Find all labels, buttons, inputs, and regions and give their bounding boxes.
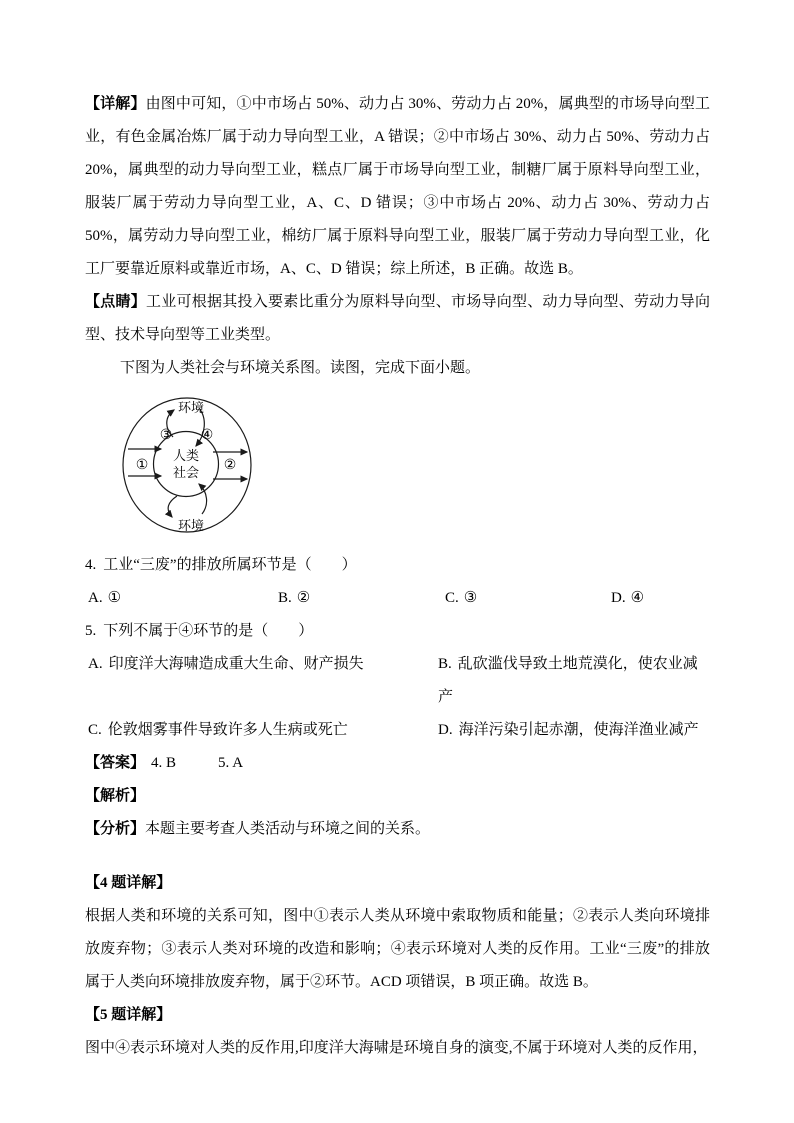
- question5-option-d-text: 海洋污染引起赤潮，使海洋渔业减产: [458, 722, 699, 738]
- question5-option-c-label: C.: [88, 722, 102, 738]
- question4-option-c: [445, 582, 611, 615]
- diagram-number-2: ②: [223, 458, 237, 473]
- question4-stem: 工业“三废”的排放所属环节是（ ）: [103, 557, 357, 573]
- question-intro: 下图为人类社会与环境关系图。读图，完成下面小题。: [120, 360, 481, 376]
- environment-relation-diagram-svg: [113, 390, 273, 540]
- analysis-text: 本题主要考查人类活动与环境之间的关系。: [145, 821, 431, 837]
- question4-option-b-label: B.: [278, 590, 292, 606]
- question5-stem-line: [85, 615, 710, 648]
- explanation-paragraph: [85, 88, 710, 286]
- question5-option-d: [438, 714, 710, 747]
- analysis-section-header: 【解析】: [85, 788, 146, 804]
- question4-option-d-label: D.: [611, 590, 626, 606]
- question4-option-c-text: ③: [463, 590, 478, 606]
- question4-number: 4.: [85, 557, 97, 573]
- question4-option-d: [611, 582, 710, 615]
- explanation-text: 由图中可知，①中市场占 50%、动力占 30%、劳动力占 20%，属典型的市场导向型工业，有色金属冶炼厂属于动力导向型工业，A 错误；②中市场占 30%、动力占 50%、劳动力占 20%，属典型的动力导向型工业，糕点厂属于市场导向型工业，制糖厂属于原料导向型工业，服装厂属于劳动力导向型工业，A、C、D 错误；③中市场占 20%、动力占 30%、劳动力占 50%，属劳动力导向型工业，棉纺厂属于原料导向型工业，服装厂属于劳动力导向型工业，化工厂要靠近原料或靠近市场，A、C、D 错误；综上所述，B 正确。故选 B。: [85, 96, 710, 277]
- question5-option-b-text: 乱砍滥伐导致土地荒漠化，使农业减产: [438, 656, 698, 705]
- question5-options-row1: [85, 648, 710, 714]
- question5-option-a: [88, 648, 438, 714]
- question5-option-c: [88, 714, 438, 747]
- question4-stem-line: [85, 549, 710, 582]
- question5-option-a-label: A.: [88, 656, 103, 672]
- environment-relation-diagram: [113, 390, 710, 545]
- answer-question5: 5. A: [218, 755, 244, 771]
- bottom-inward-curve: [199, 484, 207, 514]
- question4-option-b-text: ②: [296, 590, 311, 606]
- question4-options-row: [85, 582, 710, 615]
- question4-option-a-text: ①: [107, 590, 122, 606]
- detail4-header: 【4 题详解】: [85, 875, 172, 891]
- diagram-label-society: 社会: [172, 465, 200, 480]
- question5-option-c-text: 伦敦烟雾事件导致许多人生病或死亡: [107, 722, 348, 738]
- tip-text: 工业可根据其投入要素比重分为原料导向型、市场导向型、动力导向型、劳动力导向型、技术导向型等工业类型。: [85, 294, 710, 343]
- analysis-line: [85, 813, 710, 846]
- detail5-header: 【5 题详解】: [85, 1007, 172, 1023]
- question4-option-a-label: A.: [88, 590, 103, 606]
- analysis-marker: 【分析】: [85, 821, 146, 837]
- question4-option-d-text: ④: [630, 590, 645, 606]
- question4-option-b: [278, 582, 445, 615]
- diagram-number-3: ③: [159, 428, 173, 443]
- explanation-marker: 【详解】: [85, 96, 146, 112]
- tip-paragraph: [85, 286, 710, 352]
- tip-marker: 【点睛】: [85, 294, 146, 310]
- question5-option-a-text: 印度洋大海啸造成重大生命、财产损失: [108, 656, 364, 672]
- diagram-label-environment-bottom: 环境: [177, 518, 205, 533]
- question5-option-b-label: B.: [438, 656, 452, 672]
- question4-option-c-label: C.: [445, 590, 459, 606]
- question5-option-b: [438, 648, 710, 714]
- question5-number: 5.: [85, 623, 97, 639]
- answer-question4: 4. B: [151, 755, 177, 771]
- question4-option-a: [88, 582, 278, 615]
- answer-line: [85, 747, 710, 780]
- question5-option-d-label: D.: [438, 722, 453, 738]
- diagram-number-4: ④: [200, 428, 214, 443]
- detail4-paragraph: 根据人类和环境的关系可知，图中①表示人类从环境中索取物质和能量；②表示人类向环境排放废弃物；③表示人类对环境的改造和影响；④表示环境对人类的反作用。工业“三废”的排放属于人类向环境排放废弃物，属于②环节。ACD 项错误，B 项正确。故选 B。: [85, 908, 710, 990]
- answer-marker: 【答案】: [85, 755, 146, 771]
- bottom-outward-curve: [168, 496, 177, 517]
- diagram-number-1: ①: [135, 458, 149, 473]
- detail5-paragraph: 图中④表示环境对人类的反作用,印度洋大海啸是环境自身的演变,不属于环境对人类的反作用，: [85, 1040, 708, 1056]
- question5-stem: 下列不属于④环节的是（ ）: [103, 623, 314, 639]
- diagram-label-human: 人类: [172, 448, 200, 463]
- diagram-label-environment-top: 环境: [177, 400, 205, 415]
- question5-options-row2: [85, 714, 710, 747]
